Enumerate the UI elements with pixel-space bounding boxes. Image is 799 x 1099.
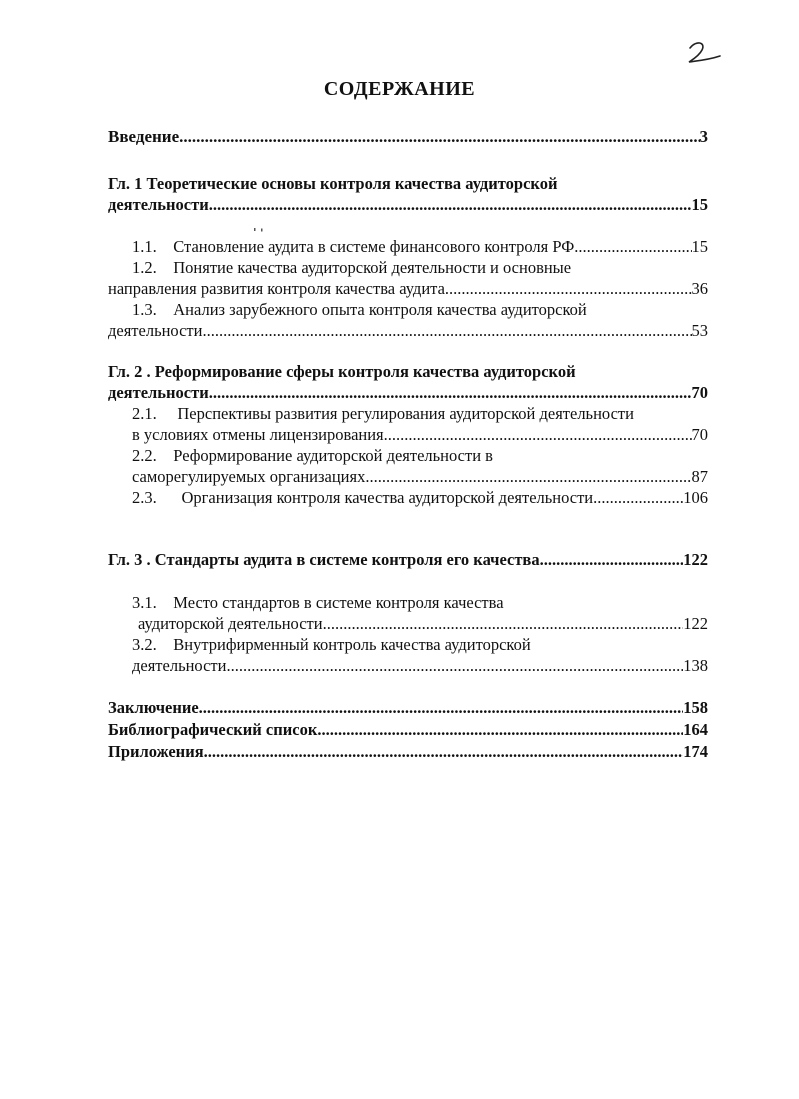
toc-section-title-cont: в условиях отмены лицензирования: [132, 425, 384, 444]
toc-section-number: 1.3.: [132, 300, 157, 319]
toc-section-2-2[interactable]: [108, 467, 708, 487]
toc-chapter-3-title: Гл. 3 . Стандарты аудита в системе контроля его качества: [108, 550, 540, 569]
toc-leader-dots: [574, 237, 691, 257]
toc-leader-dots: [204, 742, 684, 762]
toc-section-2-1[interactable]: [108, 425, 708, 445]
toc-entry-appendices[interactable]: [108, 742, 708, 762]
toc-section-page: 87: [691, 467, 708, 486]
toc-section-number: 1.2.: [132, 258, 157, 277]
toc-leader-dots: [540, 550, 684, 570]
toc-section-3-1-title[interactable]: [108, 593, 732, 613]
toc-conclusion-label: Заключение: [108, 698, 199, 717]
toc-section-1-1[interactable]: [108, 237, 708, 257]
toc-appendices-page: 174: [683, 742, 708, 761]
toc-chapter-2-page: 70: [691, 383, 708, 402]
toc-section-title: Место стандартов в системе контроля качества: [173, 593, 504, 612]
toc-section-2-3[interactable]: [108, 488, 708, 508]
toc-leader-dots: [199, 698, 684, 718]
toc-section-number: 1.1.: [132, 237, 157, 256]
toc-section-title: Реформирование аудиторской деятельности в: [173, 446, 493, 465]
toc-chapter-1[interactable]: [108, 195, 708, 215]
toc-section-title-cont: деятельности: [132, 656, 227, 675]
toc-appendices-label: Приложения: [108, 742, 204, 761]
toc-section-3-1[interactable]: [108, 614, 708, 634]
toc-section-title-cont: деятельности: [108, 321, 203, 340]
toc-section-title: Понятие качества аудиторской деятельности и основные: [173, 258, 572, 277]
scan-speck: [254, 228, 264, 232]
toc-bibliography-page: 164: [683, 720, 708, 739]
toc-section-1-3-title[interactable]: [108, 300, 732, 320]
toc-intro-label: Введение: [108, 127, 180, 146]
toc-chapter-1-page: 15: [691, 195, 708, 214]
toc-bibliography-label: Библиографический список: [108, 720, 318, 739]
toc-chapter-1-title[interactable]: Гл. 1 Теоретические основы контроля качества аудиторской: [108, 174, 558, 193]
toc-leader-dots: [209, 383, 692, 403]
toc-section-title-cont: саморегулируемых организациях: [132, 467, 366, 486]
toc-section-2-2-title[interactable]: [108, 446, 732, 466]
toc-section-page: 122: [683, 614, 708, 633]
toc-leader-dots: [445, 279, 692, 299]
toc-leader-dots: [202, 321, 691, 341]
toc-entry-bibliography[interactable]: [108, 720, 708, 740]
toc-chapter-2[interactable]: [108, 383, 708, 403]
toc-leader-dots: [317, 720, 683, 740]
toc-section-title: Организация контроля качества аудиторской деятельности: [181, 488, 594, 507]
toc-section-page: 15: [691, 237, 708, 256]
toc-leader-dots: [384, 425, 692, 445]
toc-section-title-cont: аудиторской деятельности: [138, 614, 323, 633]
toc-entry-conclusion[interactable]: [108, 698, 708, 718]
toc-section-3-2[interactable]: [108, 656, 708, 676]
toc-leader-dots: [209, 195, 692, 215]
toc-leader-dots: [365, 467, 691, 487]
toc-section-1-2[interactable]: [108, 279, 708, 299]
page-title: СОДЕРЖАНИЕ: [323, 78, 476, 100]
toc-section-number: 3.2.: [132, 635, 157, 654]
toc-section-page: 70: [691, 425, 708, 444]
toc-section-number: 2.3.: [132, 488, 157, 507]
toc-leader-dots: [226, 656, 683, 676]
handwritten-page-number: [686, 38, 722, 68]
toc-section-1-3[interactable]: [108, 321, 708, 341]
toc-section-title: Перспективы развития регулирования аудиторской деятельности: [177, 404, 634, 423]
toc-section-number: 2.1.: [132, 404, 157, 423]
toc-section-title-cont: направления развития контроля качества аудита: [108, 279, 445, 298]
toc-section-page: 106: [683, 488, 708, 507]
toc-intro-page: 3: [699, 127, 708, 146]
toc-leader-dots: [179, 127, 699, 147]
toc-chapter-2-title[interactable]: Гл. 2 . Реформирование сферы контроля качества аудиторской: [108, 362, 576, 381]
toc-chapter-3-page: 122: [683, 550, 708, 569]
toc-section-title: Анализ зарубежного опыта контроля качества аудиторской: [173, 300, 587, 319]
toc-chapter-2-title-cont: деятельности: [108, 383, 209, 402]
toc-leader-dots: [593, 488, 683, 508]
toc-section-page: 53: [691, 321, 708, 340]
toc-section-title: Становление аудита в системе финансового контроля РФ: [173, 237, 575, 256]
toc-section-title: Внутрифирменный контроль качества аудиторской: [173, 635, 531, 654]
toc-section-2-1-title[interactable]: [108, 404, 732, 424]
toc-chapter-1-title-cont: деятельности: [108, 195, 209, 214]
toc-section-page: 36: [691, 279, 708, 298]
toc-chapter-3[interactable]: [108, 550, 708, 570]
toc-conclusion-page: 158: [683, 698, 708, 717]
toc-leader-dots: [323, 614, 684, 634]
toc-section-3-2-title[interactable]: [108, 635, 732, 655]
toc-section-1-2-title[interactable]: [108, 258, 732, 278]
toc-section-page: 138: [683, 656, 708, 675]
toc-entry-intro[interactable]: [108, 127, 708, 147]
toc-section-number: 3.1.: [132, 593, 157, 612]
toc-section-number: 2.2.: [132, 446, 157, 465]
